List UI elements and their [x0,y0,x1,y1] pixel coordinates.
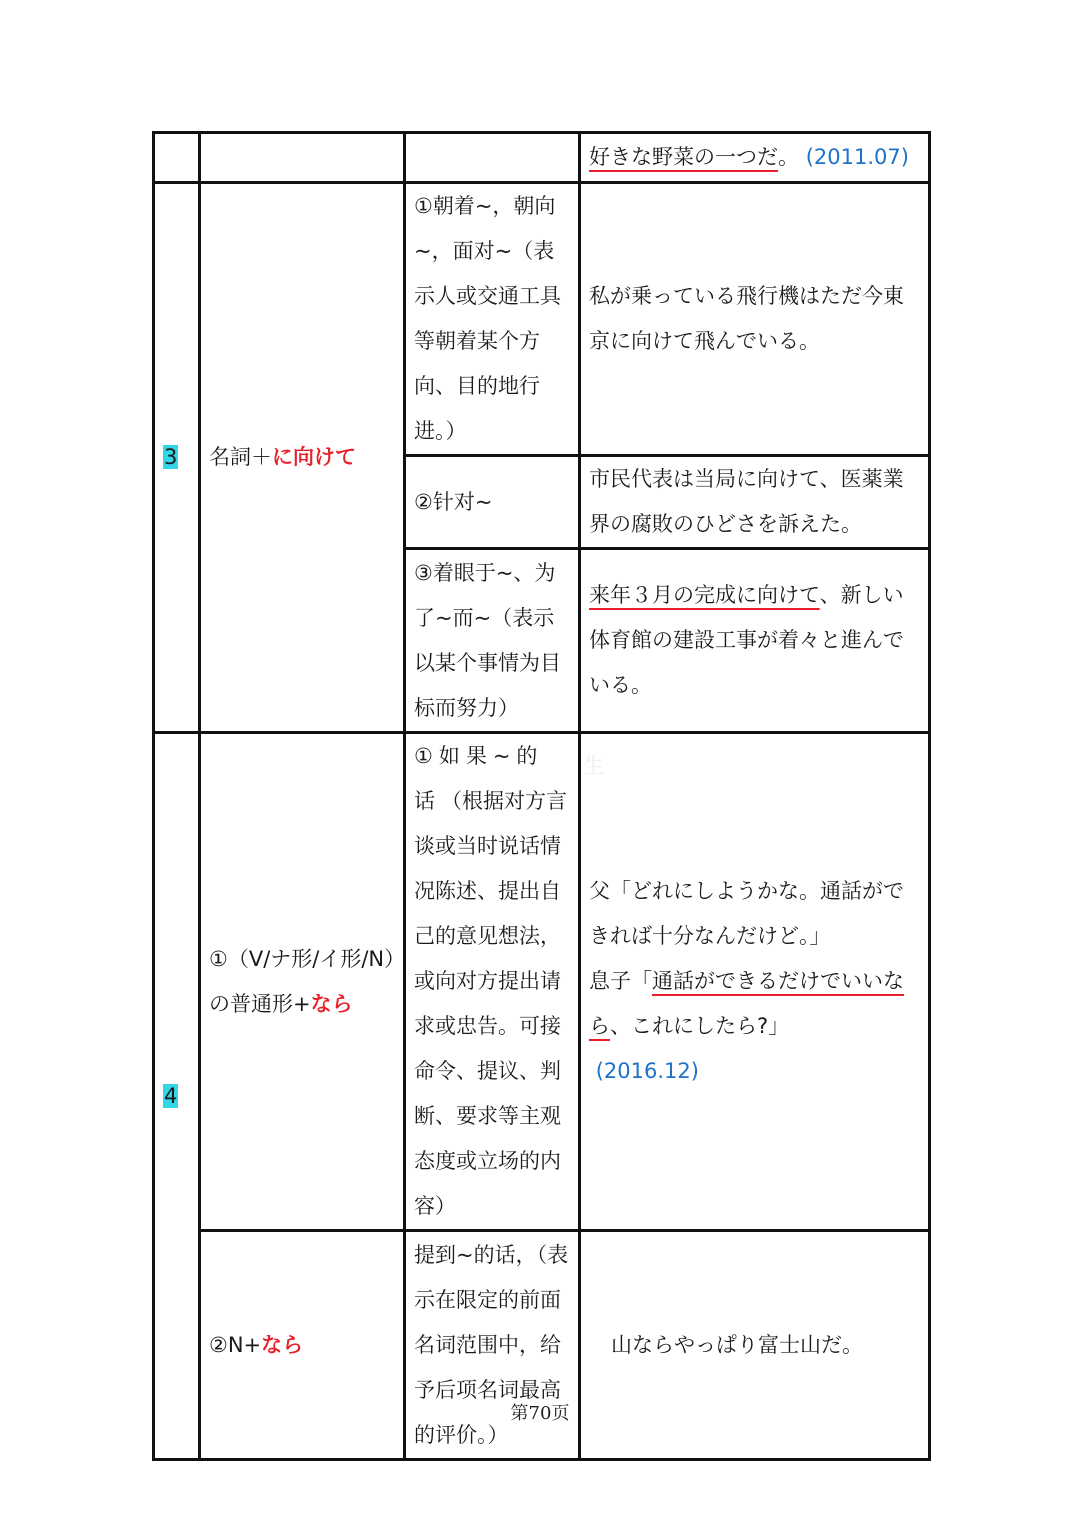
example-cell [580,133,930,183]
pattern-cell [200,1231,405,1460]
table-row [154,733,930,1231]
exam-reference: (2016.12) [595,1059,699,1083]
example-lead: 息子「 [589,969,652,993]
pattern-cell [200,733,405,1231]
pattern-keyword: に向けて [272,445,356,469]
meaning-cell [405,183,580,456]
example-cell [580,733,930,1231]
example-underlined: 来年３月の完成に向けて [589,583,820,607]
pattern-prefix: ②N+ [209,1332,262,1357]
example-text: 山ならやっぱり富士山だ。 [611,1332,863,1357]
meaning-lead: ①如果~的话 [414,744,544,813]
example-punct: 。 [778,145,799,169]
grammar-table [152,131,931,1461]
example-line: 父「どれにしようかな。通話ができれば十分なんだけど。」 [589,879,904,948]
example-cell [580,549,930,733]
table-row [154,133,930,183]
number-cell [154,733,200,1460]
meaning-cell [405,549,580,733]
example-underlined: 好きな野菜の一つだ [589,145,778,169]
exam-reference: (2011.07) [805,145,909,169]
example-cell [580,1231,930,1460]
faint-watermark: 生 [583,754,604,778]
example-cell [580,456,930,549]
example-text: 市民代表は当局に向けて、医薬業界の腐敗のひどさを訴えた。 [589,467,904,536]
pattern-prefix: ①（V/ナ形/イ形/N）の普通形+ [209,946,395,1016]
number-cell [154,183,200,733]
example-text: 、これにしたら?」 [610,1014,790,1038]
example-text: 私が乗っている飛行機はただ今東京に向けて飛んでいる。 [589,284,904,353]
meaning-text: 提到~的话，（表示在限定的前面名词范围中，给予后项名词最高的评价。） [414,1242,569,1447]
meaning-text: ②针对~ [414,489,493,514]
example-underlined: 通話ができるだけでいいなら [589,969,904,1038]
item-number: 4 [164,1083,178,1108]
table-row [154,183,930,456]
example-cell [580,183,930,456]
example-text: 、新しい体育館の建設工事が着々と進んでいる。 [589,583,904,697]
meaning-cell [405,733,580,1231]
page-number: 第70页 [510,1403,570,1424]
meaning-cell [405,1231,580,1460]
meaning-text: ③着眼于~、为了~而~（表示以某个事情为目标而努力） [414,560,561,720]
item-number: 3 [164,445,178,469]
pattern-prefix: 名詞＋ [209,445,272,469]
table-row [154,1231,930,1460]
meaning-text: ①朝着~，朝向~，面对~（表示人或交通工具等朝着某个方向、目的地行进。） [414,194,561,443]
number-cell [154,133,200,183]
meaning-cell [405,456,580,549]
pattern-cell [200,133,405,183]
pattern-keyword: なら [310,991,353,1016]
pattern-cell [200,183,405,733]
meaning-text: （根据对方言谈或当时说话情况陈述、提出自己的意见想法，或向对方提出请求或忠告。可接命令、提议、判断、要求等主观态度或立场的内容） [414,789,567,1218]
meaning-cell [405,133,580,183]
pattern-keyword: なら [261,1332,304,1357]
